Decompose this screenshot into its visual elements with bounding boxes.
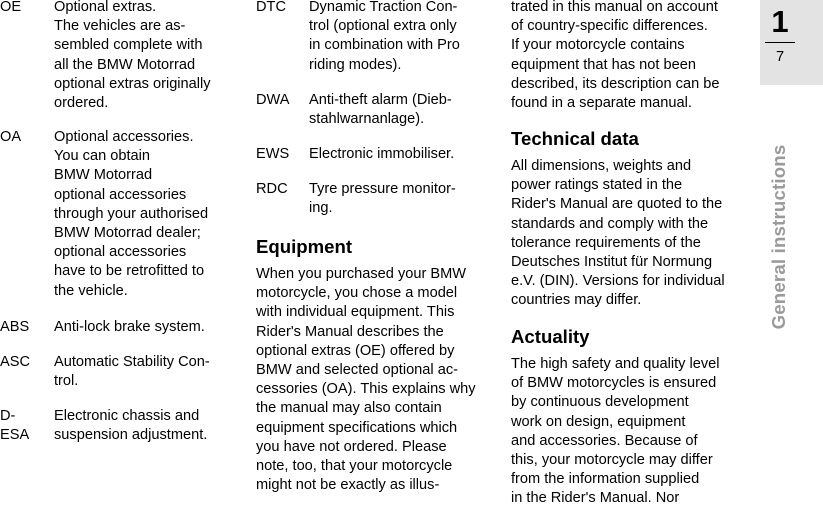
actuality-paragraph: The high safety and quality level of BMW motorcycles is ensured by continuous development work on design, equipment and accessories. Because of this, your motorcycle may differ from the information supplied in the Rider's Manual. Nor [511, 356, 720, 507]
abbreviation-definition: Anti-lock brake system. [54, 319, 205, 335]
abbreviation-abs [0, 318, 232, 337]
abbreviation-term: DTC [256, 0, 286, 15]
abbreviation-definition: Automatic Stability Con- trol. [54, 354, 210, 390]
abbreviation-term: DWA [256, 92, 290, 108]
abbreviation-ews [256, 145, 496, 164]
chapter-divider [765, 42, 795, 43]
abbreviation-term: ASC [0, 354, 31, 370]
abbreviation-definition: Electronic chassis and suspension adjustment. [54, 408, 208, 444]
chapter-number: 1 [771, 4, 789, 39]
abbreviation-definition: Optional extras. The vehicles are as- sembled complete with all the BMW Motorrad optional extras originally ordered. [54, 0, 211, 112]
page-number: 7 [775, 49, 785, 65]
abbreviation-definition: Optional accessories. You can obtain BMW Motorrad optional accessories through your authorised BMW Motorrad dealer; optional accessories have to be retrofitted to the vehicle. [54, 129, 209, 299]
abbreviation-dwa [256, 91, 496, 128]
equipment-paragraph: When you purchased your BMW motorcycle, you chose a model with individual equipment. This Rider's Manual describes the optional extras (OE) offered by BMW and selected optional ac- cessories (OA). This explains why the manual may also contain equipment specifications which you have not ordered. Please note, too, that your motorcycle might not be exactly as illus- [256, 266, 476, 494]
abbreviation-definition: Anti-theft alarm (Dieb- stahlwarnanlage). [309, 92, 452, 128]
chapter-title-vertical: General instructions [768, 144, 789, 330]
abbreviation-term: OA [0, 129, 22, 145]
abbreviation-dtc [256, 0, 496, 73]
abbreviation-oe [0, 0, 232, 112]
abbreviation-definition: Tyre pressure monitor- ing. [309, 181, 456, 217]
abbreviation-term: EWS [256, 146, 290, 162]
equipment-heading: Equipment [256, 236, 353, 257]
abbreviation-term: D- ESA [0, 408, 30, 444]
abbreviation-term: ABS [0, 319, 30, 335]
abbreviation-definition: Dynamic Traction Con- trol (optional extra only in combination with Pro riding modes). [309, 0, 460, 73]
equipment-paragraph-continued: trated in this manual on account of country-specific differences. If your motorcycle contains equipment that has not been described, its description can be found in a separate manual. [511, 0, 720, 112]
abbreviation-oa [0, 128, 232, 299]
abbreviation-desa [0, 407, 232, 445]
abbreviation-term: OE [0, 0, 22, 15]
abbreviation-term: RDC [256, 181, 288, 197]
abbreviation-rdc [256, 180, 496, 217]
technical-data-heading: Technical data [511, 128, 639, 149]
abbreviation-asc [0, 353, 232, 390]
actuality-heading: Actuality [511, 326, 590, 347]
chapter-tab [760, 0, 823, 85]
abbreviation-definition: Electronic immobiliser. [309, 146, 455, 162]
technical-data-paragraph: All dimensions, weights and power ratings stated in the Rider's Manual are quoted to the standards and comply with the tolerance requirements of the Deutsches Institut für Normung e.V. (DIN). Versions for individual countries may differ. [511, 158, 725, 309]
